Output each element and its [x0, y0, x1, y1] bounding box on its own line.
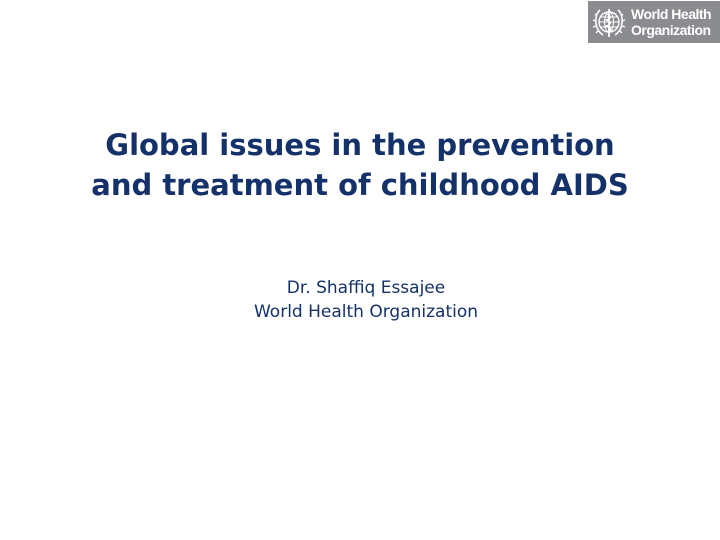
author-name: Dr. Shaffiq Essajee: [286, 278, 446, 298]
title-line-2: and treatment of childhood AIDS: [91, 168, 629, 202]
slide-title: [0, 125, 720, 205]
title-line-1: Global issues in the prevention: [105, 128, 615, 162]
logo-line-2: Organization: [631, 22, 711, 38]
who-logo: [588, 1, 720, 43]
author-organization: World Health Organization: [253, 302, 479, 322]
who-logo-text: [631, 6, 711, 38]
logo-line-1: World Health: [631, 6, 712, 22]
who-emblem-icon: [591, 4, 627, 40]
author-block: [0, 276, 720, 324]
